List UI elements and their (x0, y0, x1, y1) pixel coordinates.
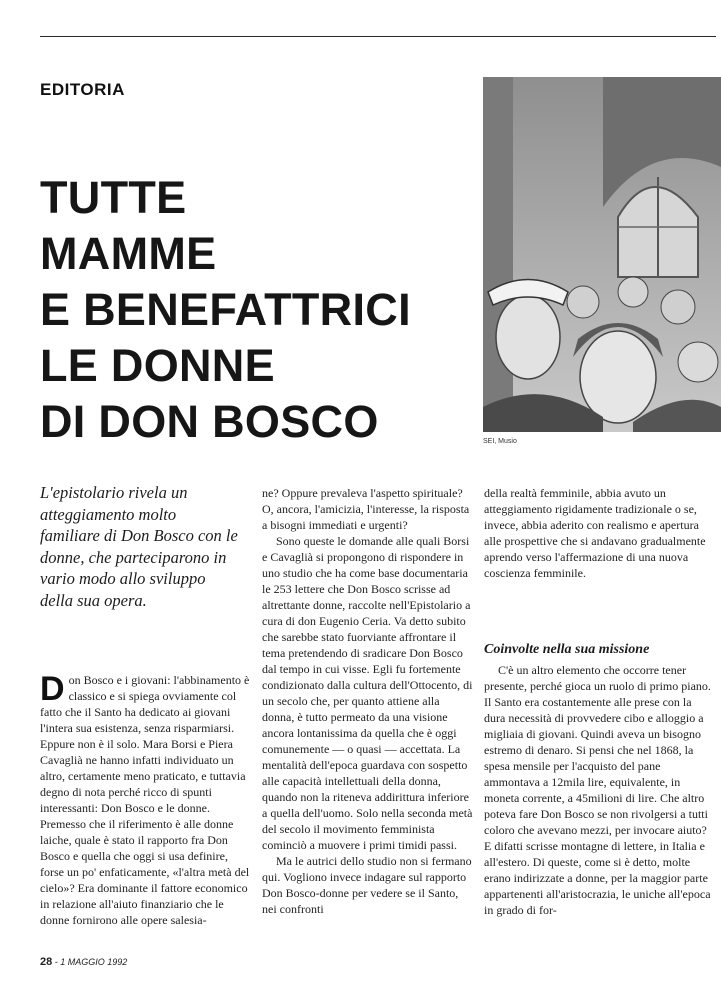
body-paragraph: Ma le autrici dello studio non si fermano qui. Vogliono invece indagare sul rapporto Don Bosco-donne per vedere se il Santo, nei confronti (262, 854, 472, 916)
illustration-photo (483, 77, 721, 432)
body-paragraph: Sono queste le domande alle quali Borsi e Cavaglià si propongono di rispondere in uno studio che ha come base documentaria le 253 lettere che Don Bosco scrisse ad altrettante donne, raccolte nell'Epistolario a cura di don Eugenio Ceria. Va detto subito che sarebbe stato fuorviante affrontare il tema pretendendo di sradicare Don Bosco dal tempo in cui visse. Egli fu fortemente condizionato dalla cultura dell'Ottocento, di un secolo che, per quanto attiene alla donna, è tutto permeato da una visione ancora lontanissima da quella che è oggi comunemente — o quasi — accettata. La mentalità dell'epoca guardava con sospetto alle capacità intellettuali della donna, quando non la riteneva addirittura inferiore a quella dell'uomo. Solo nella seconda metà del secolo il movimento femminista cominciò a muovere i primi timidi passi. (262, 534, 473, 852)
article-deck: L'epistolario rivela un atteggiamento molto familiare di Don Bosco con le donne, che parteciparono in vario modo allo sviluppo della sua opera. (40, 483, 238, 610)
body-paragraph: ne? Oppure prevaleva l'aspetto spirituale? O, ancora, l'amicizia, l'interesse, la risposta a bisogni immediati e urgenti? (262, 486, 470, 532)
page-number: 28 (40, 956, 53, 968)
headline-line: DI DON BOSCO (40, 396, 379, 447)
body-column-3-continued (484, 662, 712, 918)
headline-line: E BENEFATTRICI (40, 284, 411, 335)
headline-line: TUTTE (40, 172, 187, 223)
headline-line: LE DONNE (40, 340, 275, 391)
body-column-3 (484, 485, 712, 581)
headline-line: MAMME (40, 228, 217, 279)
subheading: Coinvolte nella sua missione (484, 642, 650, 657)
body-paragraph: C'è un altro elemento che occorre tener presente, perché gioca un ruolo di primo piano. Il Santo era costantemente alle prese con la dura necessità di provvedere cibo e alloggio a migliaia di giovani. Quindi aveva un bisogno estremo di denaro. Si pensi che nel 1868, la spesa mensile per l'acquisto del pane ammontava a 12mila lire, equivalente, in moneta corrente, a 45milioni di lire. Che altro poteva fare Don Bosco se non rivolgersi a tutti coloro che avevano mezzi, per invocare aiuto? E difatti scrisse montagne di lettere, in Italia e all'estero. Di queste, come si è detto, molte erano indirizzate a donne, per la maggior parte appartenenti all'aristocrazia, le uniche all'epoca in grado di for- (484, 663, 711, 917)
body-column-2 (262, 485, 474, 917)
drop-cap: D (40, 670, 65, 708)
body-paragraph: della realtà femminile, abbia avuto un atteggiamento rigidamente tradizionale o se, invece, abbia aderito con realismo e apertura alle prospettive che si andavano gradualmente aprendo verso l'affermazione di una nuova coscienza femminile. (484, 486, 706, 580)
illustration-drawing (483, 77, 721, 432)
top-rule (40, 36, 716, 37)
body-paragraph (40, 672, 250, 928)
photo-credit: SEI, Musio (483, 438, 517, 445)
issue-date: - 1 MAGGIO 1992 (54, 957, 128, 967)
page-footer (40, 956, 127, 968)
headline (40, 170, 480, 450)
body-text: on Bosco e i giovani: l'abbinamento è classico e si spiega ovviamente col fatto che il Santo ha dedicato ai giovani l'intera sua esistenza, senza risparmiarsi. Eppure non è il solo. Mara Borsi e Piera Cavaglià ne hanno infatti individuato un altro, certamente meno praticato, e tuttavia degno di nota perché ricco di spunti interessanti: Don Bosco e le donne. Premesso che il riferimento è alle donne laiche, quale è stato il rapporto fra Don Bosco e quella che oggi si usa definire, forse un po' enfaticamente, «l'altra metà del cielo»? Era dominante il fattore economico in relazione all'aiuto finanziario che le donne fornirono alle opere salesia- (40, 673, 250, 927)
section-label: EDITORIA (40, 80, 125, 99)
body-column-1 (40, 672, 250, 928)
